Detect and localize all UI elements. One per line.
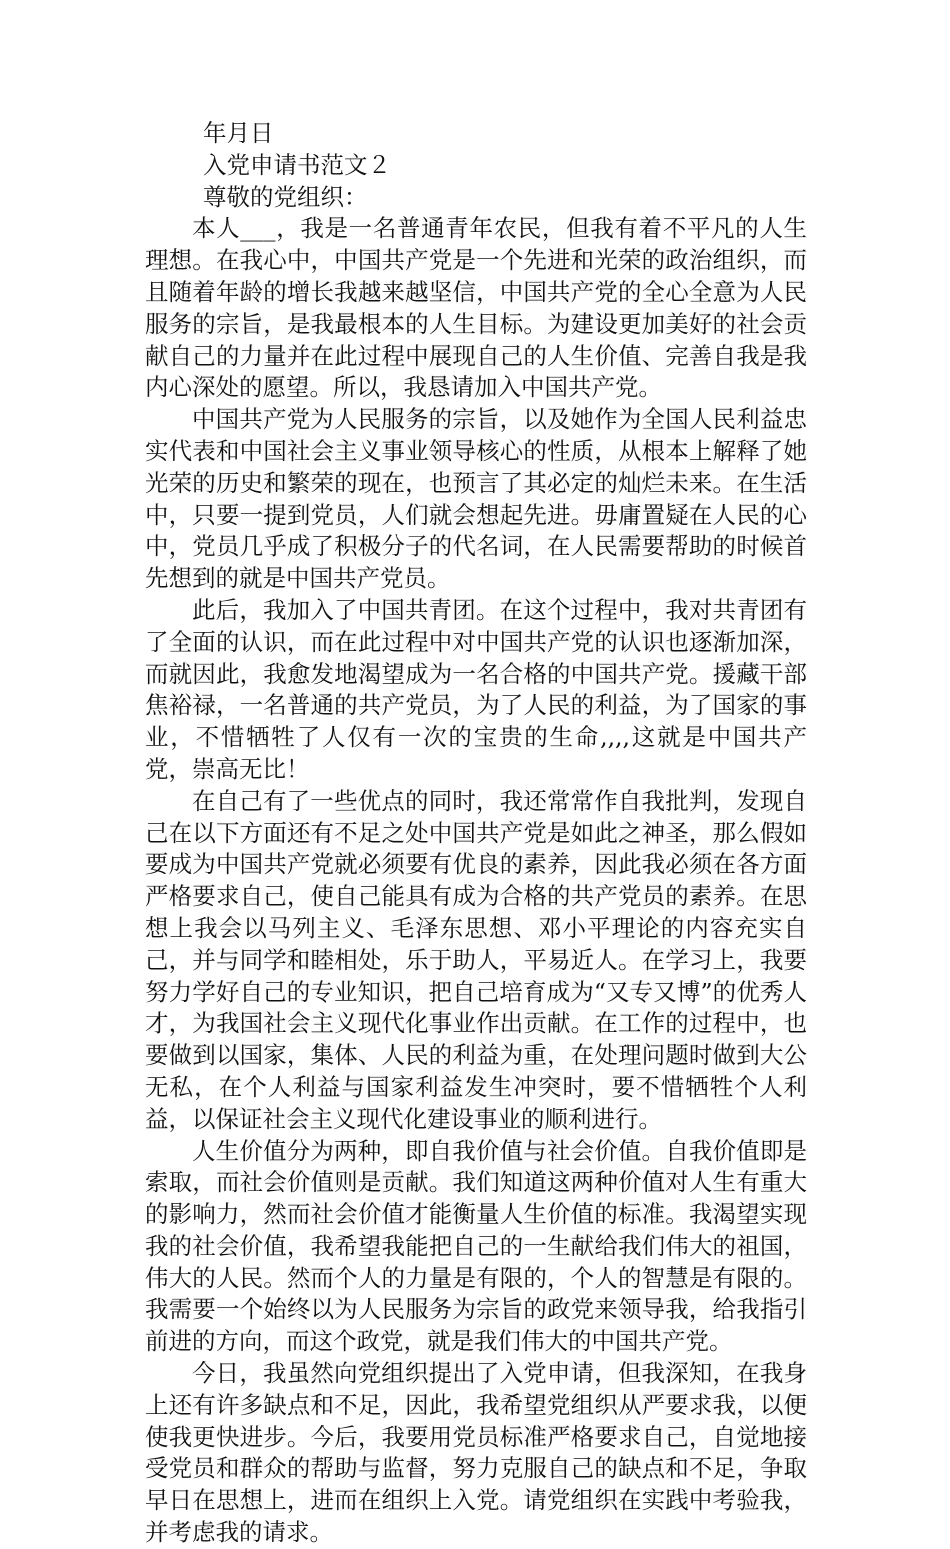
- paragraph-2: 中国共产党为人民服务的宗旨，以及她作为全国人民利益忠实代表和中国社会主义事业领导核心的性质，从根本上解释了她光荣的历史和繁荣的现在，也预言了其必定的灿烂未来。在生活中，只要一提到党员，人们就会想起先进。毋庸置疑在人民的心中，党员几乎成了积极分子的代名词，在人民需要帮助的时候首先想到的就是中国共产党员。: [145, 405, 807, 593]
- paragraph-1: 本人___，我是一名普通青年农民，但我有着不平凡的人生理想。在我心中，中国共产党是一个先进和光荣的政治组织，而且随着年龄的增长我越来越坚信，中国共产党的全心全意为人民服务的宗旨，是我最根本的人生目标。为建设更加美好的社会贡献自己的力量并在此过程中展现自己的人生价值、完善自我是我内心深处的愿望。所以，我恳请加入中国共产党。: [145, 214, 807, 402]
- paragraph-4: 在自己有了一些优点的同时，我还常常作自我批判，发现自己在以下方面还有不足之处中国共产党是如此之神圣，那么假如要成为中国共产党就必须要有优良的素养，因此我必须在各方面严格要求自己，使自己能具有成为合格的共产党员的素养。在思想上我会以马列主义、毛泽东思想、邓小平理论的内容充实自己，并与同学和睦相处，乐于助人，平易近人。在学习上，我要努力学好自己的专业知识，把自己培育成为“又专又博”的优秀人才，为我国社会主义现代化事业作出贡献。在工作的过程中，也要做到以国家，集体、人民的利益为重，在处理问题时做到大公无私，在个人利益与国家利益发生冲突时，要不惜牺牲个人利益，以保证社会主义现代化建设事业的顺利进行。: [145, 786, 807, 1133]
- date-line: 年月日: [203, 119, 274, 147]
- paragraph-6: 今日，我虽然向党组织提出了入党申请，但我深知，在我身上还有许多缺点和不足，因此，我希望党组织从严要求我，以便使我更快进步。今后，我要用党员标准严格要求自己，自觉地接受党员和群众的帮助与监督，努力克服自己的缺点和不足，争取早日在思想上，进而在组织上入党。请党组织在实践中考验我，并考虑我的请求。: [145, 1359, 807, 1547]
- paragraph-5: 人生价值分为两种，即自我价值与社会价值。自我价值即是索取，而社会价值则是贡献。我们知道这两种价值对人生有重大的影响力，然而社会价值才能衡量人生价值的标准。我渴望实现我的社会价值，我希望我能把自己的一生献给我们伟大的祖国，伟大的人民。然而个人的力量是有限的，个人的智慧是有限的。我需要一个始终以为人民服务为宗旨的政党来领导我，给我指引前进的方向，而这个政党，就是我们伟大的中国共产党。: [145, 1136, 807, 1356]
- document-body: [145, 118, 807, 1549]
- document-title: 入党申请书范文２: [203, 150, 391, 179]
- salutation: 尊敬的党组织：: [203, 182, 368, 211]
- paragraph-3: 此后，我加入了中国共青团。在这个过程中，我对共青团有了全面的认识，而在此过程中对中国共产党的认识也逐渐加深，而就因此，我愈发地渴望成为一名合格的中国共产党。援藏干部焦裕禄，一名普通的共产党员，为了人民的利益，为了国家的事业，不惜牺牲了人仅有一次的宝贵的生命,,,,这就是中国共产党，崇高无比！: [145, 595, 807, 783]
